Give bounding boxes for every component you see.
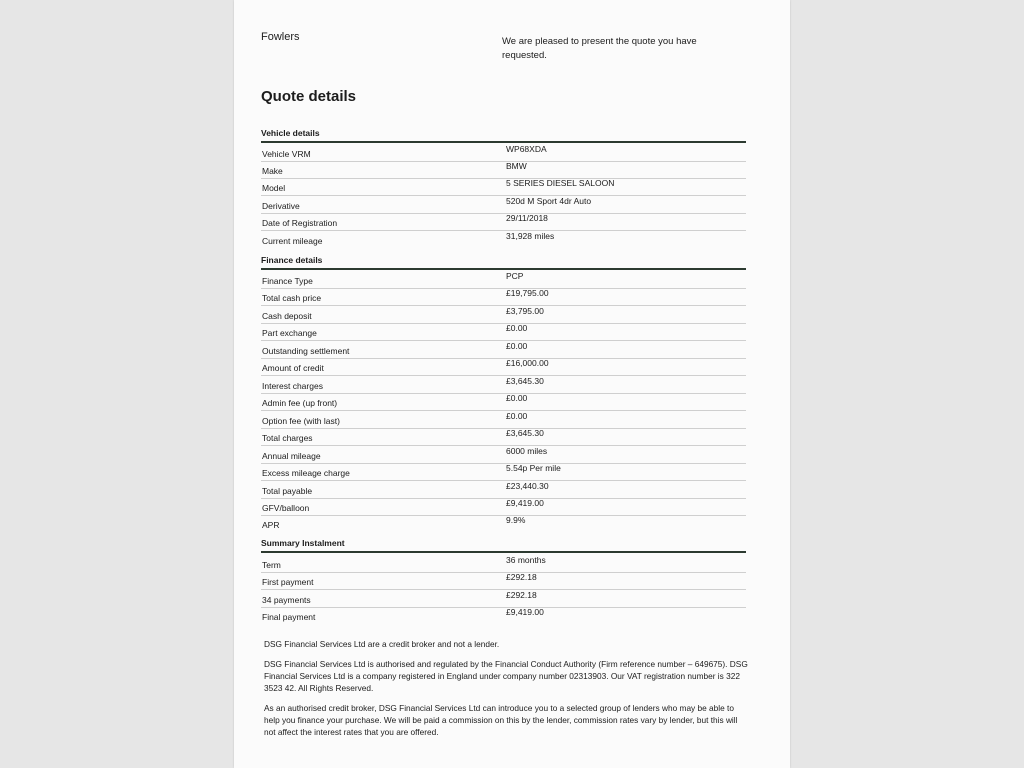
row-label: Total cash price	[262, 293, 322, 303]
row-label: First payment	[262, 577, 314, 587]
row-label: Current mileage	[262, 236, 323, 246]
row-value: £23,440.30	[506, 481, 549, 491]
finance-details-heading: Finance details	[261, 255, 746, 270]
row-value: WP68XDA	[506, 144, 547, 154]
row-label: Model	[262, 183, 286, 193]
table-row	[261, 288, 746, 306]
table-row	[261, 590, 746, 608]
summary-instalment-heading: Summary Instalment	[261, 538, 746, 553]
row-value: £9,419.00	[506, 498, 544, 508]
quote-document	[234, 0, 790, 768]
row-value: £292.18	[506, 590, 537, 600]
row-value: £3,645.30	[506, 376, 544, 386]
row-value: 29/11/2018	[506, 213, 548, 223]
row-value: £3,645.30	[506, 428, 544, 438]
row-label: Date of Registration	[262, 218, 338, 228]
row-value: £0.00	[506, 323, 528, 333]
row-value: 36 months	[506, 555, 546, 565]
row-value: £292.18	[506, 572, 537, 582]
row-value: PCP	[506, 271, 524, 281]
table-row	[261, 144, 746, 162]
row-value: £0.00	[506, 341, 528, 351]
row-label: Annual mileage	[262, 451, 321, 461]
table-row	[261, 572, 746, 590]
table-row	[261, 213, 746, 231]
row-value: 5.54p Per mile	[506, 463, 561, 473]
row-label: 34 payments	[262, 595, 311, 605]
row-label: Option fee (with last)	[262, 416, 340, 426]
row-value: 5 SERIES DIESEL SALOON	[506, 178, 615, 188]
vehicle-details-heading: Vehicle details	[261, 128, 746, 143]
row-label: APR	[262, 520, 280, 530]
table-row	[261, 411, 746, 429]
table-row	[261, 231, 746, 248]
row-value: £9,419.00	[506, 607, 544, 617]
table-row	[261, 555, 746, 573]
row-label: Make	[262, 166, 283, 176]
row-label: Cash deposit	[262, 311, 312, 321]
table-row	[261, 607, 746, 624]
table-row	[261, 271, 746, 289]
row-value: 31,928 miles	[506, 231, 555, 241]
intro-text: We are pleased to present the quote you have requested.	[502, 36, 697, 61]
row-label: Part exchange	[262, 328, 317, 338]
row-value: 6000 miles	[506, 446, 548, 456]
table-row	[261, 323, 746, 341]
row-label: Outstanding settlement	[262, 346, 350, 356]
dealer-name: Fowlers	[261, 31, 300, 43]
row-label: Vehicle VRM	[262, 149, 311, 159]
row-value: BMW	[506, 161, 527, 171]
row-value: £16,000.00	[506, 358, 549, 368]
table-row	[261, 393, 746, 411]
row-value: £3,795.00	[506, 306, 544, 316]
table-row	[261, 341, 746, 359]
table-row	[261, 196, 746, 214]
row-label: Term	[262, 560, 281, 570]
row-value: £19,795.00	[506, 288, 549, 298]
broker-note: DSG Financial Services Ltd are a credit broker and not a lender.	[264, 639, 500, 649]
table-row	[261, 428, 746, 446]
table-row	[261, 358, 746, 376]
row-value: 9.9%	[506, 515, 526, 525]
row-label: Total payable	[262, 486, 313, 496]
row-value: £0.00	[506, 393, 528, 403]
table-row	[261, 376, 746, 394]
table-row	[261, 446, 746, 464]
regulation-note: DSG Financial Services Ltd is authorised and regulated by the Financial Conduct Authority (Firm reference number – 649675). DSG Financial Services Ltd is a company registered in England under company number 02313903. Our VAT registration number is 322 3523 42. All Rights Reserved.	[264, 659, 748, 693]
table-row	[261, 498, 746, 516]
row-label: Admin fee (up front)	[262, 398, 338, 408]
row-value: £0.00	[506, 411, 528, 421]
table-row	[261, 515, 746, 532]
table-row	[261, 178, 746, 196]
page-title: Quote details	[261, 88, 357, 105]
row-label: GFV/balloon	[262, 503, 310, 513]
table-row	[261, 161, 746, 179]
row-label: Interest charges	[262, 381, 323, 391]
table-row	[261, 306, 746, 324]
commission-note: As an authorised credit broker, DSG Financial Services Ltd can introduce you to a selected group of lenders who may be able to help you finance your purchase. We will be paid a commission on this by the lender, commission rates vary by lender, but this will not affect the interest rates that you are offered.	[264, 703, 738, 737]
row-label: Excess mileage charge	[262, 468, 350, 478]
row-label: Amount of credit	[262, 363, 324, 373]
row-label: Final payment	[262, 612, 316, 622]
table-row	[261, 481, 746, 499]
row-label: Finance Type	[262, 276, 313, 286]
row-label: Derivative	[262, 201, 300, 211]
row-label: Total charges	[262, 433, 313, 443]
table-row	[261, 463, 746, 481]
disclaimer-notes	[264, 638, 749, 746]
row-value: 520d M Sport 4dr Auto	[506, 196, 592, 206]
